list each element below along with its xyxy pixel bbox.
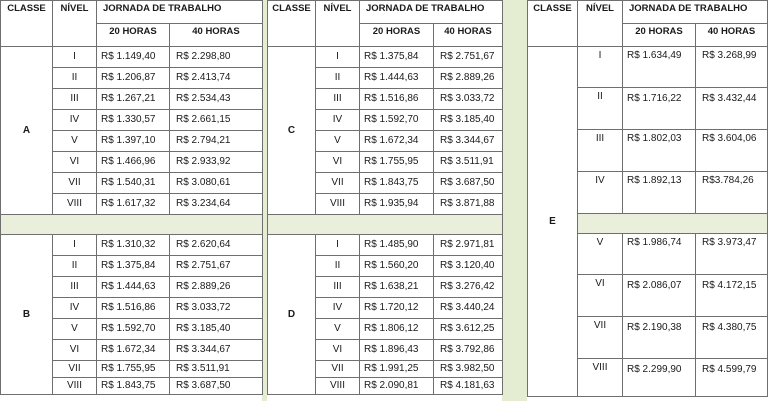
nivel-cell: I — [53, 47, 97, 68]
value-40h: R$ 4.172,15 — [696, 275, 768, 317]
nivel-cell: VIII — [578, 359, 623, 397]
value-20h: R$ 1.330,57 — [97, 110, 170, 131]
nivel-cell: VI — [53, 340, 97, 361]
nivel-cell: I — [578, 47, 623, 88]
nivel-cell: VI — [316, 152, 360, 173]
value-40h: R$ 2.534,43 — [170, 89, 263, 110]
column-gap-right — [502, 0, 527, 401]
classe-label-c: C — [268, 47, 316, 215]
value-20h: R$ 2.090,81 — [360, 378, 434, 395]
value-40h: R$ 2.971,81 — [434, 235, 503, 256]
separator-row — [1, 215, 263, 235]
value-40h: R$ 3.687,50 — [434, 173, 503, 194]
value-40h: R$ 2.620,64 — [170, 235, 263, 256]
value-20h: R$ 1.560,20 — [360, 256, 434, 277]
header-20-horas: 20 HORAS — [360, 24, 434, 47]
value-20h: R$ 1.516,86 — [97, 298, 170, 319]
value-20h: R$ 1.843,75 — [97, 378, 170, 395]
value-40h: R$ 4.599,79 — [696, 359, 768, 397]
value-40h: R$ 3.604,06 — [696, 130, 768, 172]
nivel-cell: V — [53, 131, 97, 152]
header-40-horas: 40 HORAS — [434, 24, 503, 47]
nivel-cell: III — [53, 277, 97, 298]
value-20h: R$ 1.843,75 — [360, 173, 434, 194]
value-40h: R$ 3.185,40 — [170, 319, 263, 340]
value-20h: R$ 1.638,21 — [360, 277, 434, 298]
classe-label-b: B — [1, 235, 53, 395]
classe-label-e: E — [528, 47, 578, 397]
value-20h: R$ 1.617,32 — [97, 194, 170, 215]
value-40h: R$ 3.973,47 — [696, 234, 768, 275]
nivel-cell: IV — [53, 110, 97, 131]
header-jornada: JORNADA DE TRABALHO — [623, 1, 768, 24]
value-20h: R$ 1.986,74 — [623, 234, 696, 275]
value-40h: R$ 2.751,67 — [434, 47, 503, 68]
nivel-cell: II — [316, 68, 360, 89]
salary-table-e — [527, 0, 768, 397]
value-20h: R$ 1.466,96 — [97, 152, 170, 173]
value-40h: R$ 2.889,26 — [434, 68, 503, 89]
value-40h: R$ 3.344,67 — [434, 131, 503, 152]
value-20h: R$ 1.802,03 — [623, 130, 696, 172]
value-40h: R$ 2.298,80 — [170, 47, 263, 68]
header-classe: CLASSE — [1, 1, 53, 47]
value-20h: R$ 1.755,95 — [360, 152, 434, 173]
header-40-horas: 40 HORAS — [696, 24, 768, 47]
value-40h: R$ 2.889,26 — [170, 277, 263, 298]
header-20-horas: 20 HORAS — [623, 24, 696, 47]
nivel-cell: VI — [578, 275, 623, 317]
separator-row — [268, 215, 503, 235]
value-40h: R$ 3.982,50 — [434, 361, 503, 378]
value-40h: R$ 3.080,61 — [170, 173, 263, 194]
nivel-cell: V — [316, 319, 360, 340]
value-20h: R$ 1.397,10 — [97, 131, 170, 152]
value-20h: R$ 1.444,63 — [97, 277, 170, 298]
nivel-cell: VIII — [53, 378, 97, 395]
value-20h: R$ 1.755,95 — [97, 361, 170, 378]
value-40h: R$ 3.432,44 — [696, 88, 768, 130]
value-20h: R$ 1.516,86 — [360, 89, 434, 110]
nivel-cell: V — [316, 131, 360, 152]
value-40h: R$ 2.751,67 — [170, 256, 263, 277]
value-20h: R$ 1.716,22 — [623, 88, 696, 130]
value-20h: R$ 1.310,32 — [97, 235, 170, 256]
nivel-cell: VII — [578, 317, 623, 359]
value-20h: R$ 1.896,43 — [360, 340, 434, 361]
nivel-cell: VII — [316, 173, 360, 194]
value-20h: R$ 1.149,40 — [97, 47, 170, 68]
nivel-cell: VII — [316, 361, 360, 378]
value-40h: R$ 3.440,24 — [434, 298, 503, 319]
nivel-cell: I — [316, 47, 360, 68]
value-40h: R$ 4.380,75 — [696, 317, 768, 359]
value-40h: R$ 3.511,91 — [170, 361, 263, 378]
value-40h: R$ 3.511,91 — [434, 152, 503, 173]
value-20h: R$ 1.206,87 — [97, 68, 170, 89]
value-40h: R$ 3.687,50 — [170, 378, 263, 395]
value-20h: R$ 1.720,12 — [360, 298, 434, 319]
classe-label-d: D — [268, 235, 316, 395]
value-20h: R$ 1.375,84 — [97, 256, 170, 277]
nivel-cell: IV — [316, 298, 360, 319]
value-20h: R$ 2.299,90 — [623, 359, 696, 397]
value-40h: R$ 3.276,42 — [434, 277, 503, 298]
value-20h: R$ 1.375,84 — [360, 47, 434, 68]
value-20h: R$ 2.086,07 — [623, 275, 696, 317]
value-20h: R$ 1.991,25 — [360, 361, 434, 378]
header-jornada: JORNADA DE TRABALHO — [97, 1, 263, 24]
header-nivel: NÍVEL — [578, 1, 623, 47]
value-20h: R$ 2.190,38 — [623, 317, 696, 359]
value-20h: R$ 1.892,13 — [623, 172, 696, 214]
nivel-cell: I — [316, 235, 360, 256]
salary-table-a-b — [0, 0, 263, 395]
salary-table-c-d — [267, 0, 503, 395]
classe-label-a: A — [1, 47, 53, 215]
value-40h: R$ 3.033,72 — [170, 298, 263, 319]
nivel-cell: VIII — [316, 194, 360, 215]
header-jornada: JORNADA DE TRABALHO — [360, 1, 503, 24]
value-20h: R$ 1.592,70 — [360, 110, 434, 131]
nivel-cell: IV — [578, 172, 623, 214]
header-40-horas: 40 HORAS — [170, 24, 263, 47]
value-20h: R$ 1.592,70 — [97, 319, 170, 340]
header-nivel: NÍVEL — [53, 1, 97, 47]
value-20h: R$ 1.634,49 — [623, 47, 696, 88]
header-nivel: NÍVEL — [316, 1, 360, 47]
value-20h: R$ 1.672,34 — [360, 131, 434, 152]
nivel-cell: VII — [53, 173, 97, 194]
nivel-cell: III — [316, 277, 360, 298]
nivel-cell: III — [578, 130, 623, 172]
value-20h: R$ 1.672,34 — [97, 340, 170, 361]
nivel-cell: IV — [53, 298, 97, 319]
value-40h: R$3.784,26 — [696, 172, 768, 214]
value-40h: R$ 3.612,25 — [434, 319, 503, 340]
value-40h: R$ 2.413,74 — [170, 68, 263, 89]
value-20h: R$ 1.540,31 — [97, 173, 170, 194]
header-classe: CLASSE — [268, 1, 316, 47]
nivel-cell: V — [578, 234, 623, 275]
header-classe: CLASSE — [528, 1, 578, 47]
nivel-cell: II — [53, 68, 97, 89]
nivel-cell: VI — [53, 152, 97, 173]
nivel-cell: VIII — [53, 194, 97, 215]
nivel-cell: IV — [316, 110, 360, 131]
nivel-cell: I — [53, 235, 97, 256]
nivel-cell: VI — [316, 340, 360, 361]
nivel-cell: V — [53, 319, 97, 340]
value-20h: R$ 1.935,94 — [360, 194, 434, 215]
value-20h: R$ 1.267,21 — [97, 89, 170, 110]
nivel-cell: II — [578, 88, 623, 130]
value-40h: R$ 3.871,88 — [434, 194, 503, 215]
nivel-cell: III — [53, 89, 97, 110]
nivel-cell: II — [53, 256, 97, 277]
value-40h: R$ 2.933,92 — [170, 152, 263, 173]
value-40h: R$ 3.120,40 — [434, 256, 503, 277]
value-40h: R$ 2.661,15 — [170, 110, 263, 131]
value-40h: R$ 3.344,67 — [170, 340, 263, 361]
value-40h: R$ 3.234,64 — [170, 194, 263, 215]
value-40h: R$ 3.033,72 — [434, 89, 503, 110]
nivel-cell: III — [316, 89, 360, 110]
value-40h: R$ 3.185,40 — [434, 110, 503, 131]
value-20h: R$ 1.485,90 — [360, 235, 434, 256]
header-20-horas: 20 HORAS — [97, 24, 170, 47]
value-20h: R$ 1.444,63 — [360, 68, 434, 89]
value-40h: R$ 2.794,21 — [170, 131, 263, 152]
nivel-cell: VII — [53, 361, 97, 378]
nivel-cell: II — [316, 256, 360, 277]
value-40h: R$ 3.268,99 — [696, 47, 768, 88]
value-20h: R$ 1.806,12 — [360, 319, 434, 340]
value-40h: R$ 3.792,86 — [434, 340, 503, 361]
value-40h: R$ 4.181,63 — [434, 378, 503, 395]
nivel-cell: VIII — [316, 378, 360, 395]
